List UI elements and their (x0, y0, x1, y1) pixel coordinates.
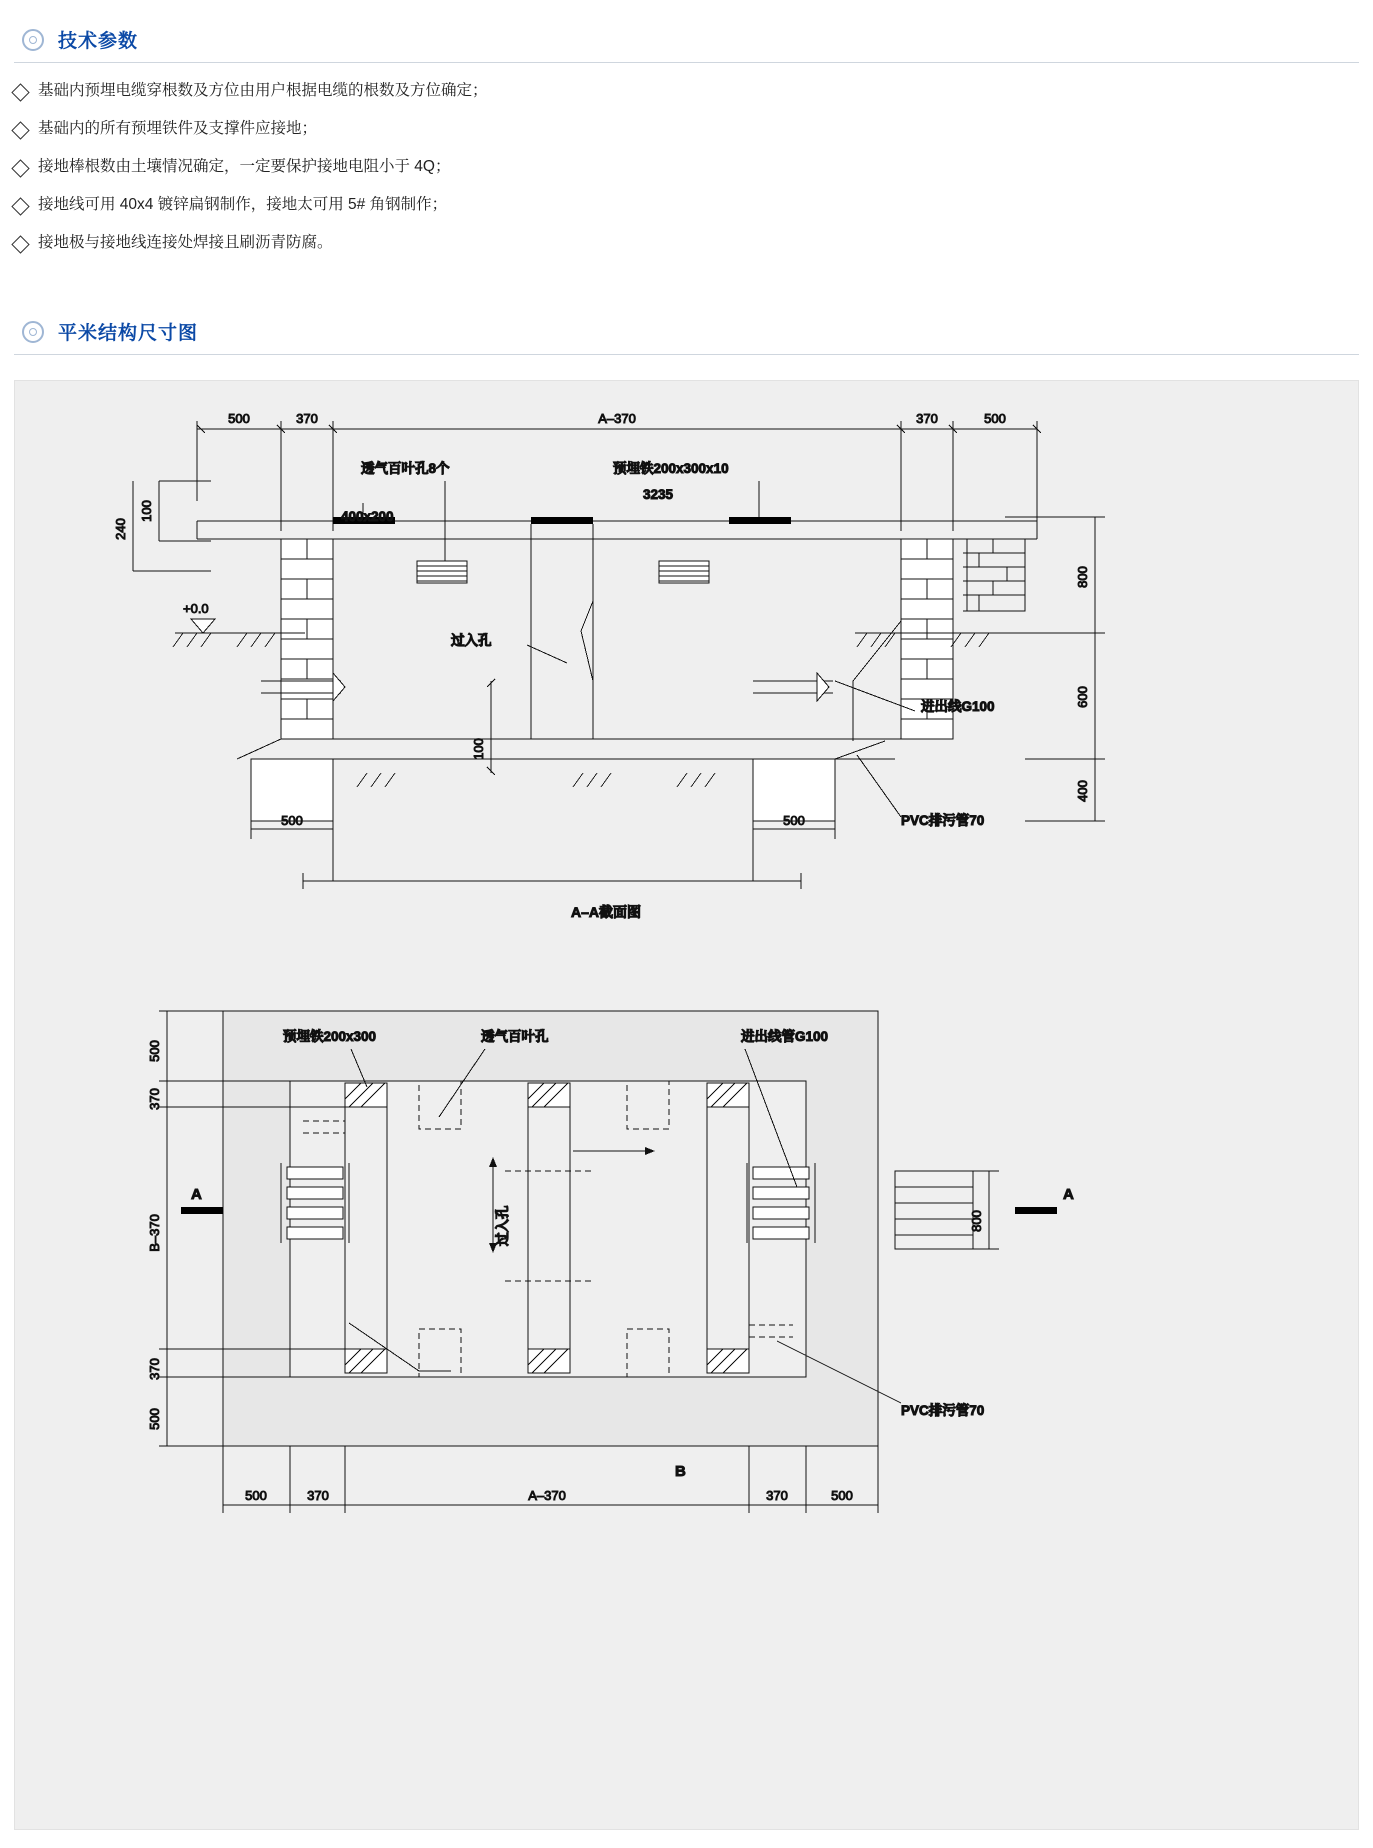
ground-level-label: +0.0 (183, 601, 209, 616)
label-cable-pipe: 进出线管G100 (741, 1029, 829, 1044)
section-divider (14, 354, 1359, 355)
section-mark-right (1015, 1207, 1057, 1214)
dim-label: 370 (147, 1088, 162, 1110)
section-heading-tech-params (14, 26, 138, 53)
list-item (14, 232, 1114, 254)
louver-symbol (417, 561, 709, 583)
label-embedded-iron: 预埋铁200x300x10 (613, 461, 729, 476)
list-item (14, 156, 1114, 178)
dim-label: 800 (969, 1210, 984, 1232)
ring-marker-icon (22, 29, 44, 51)
dim-label: 370 (307, 1488, 329, 1503)
label-embedded-iron: 预埋铁200x300 (283, 1029, 377, 1044)
dim-label: 370 (916, 411, 938, 426)
embedded-plate (729, 517, 791, 524)
diamond-bullet-icon (11, 159, 29, 177)
section-heading-dimension-drawing (14, 318, 198, 345)
diamond-bullet-icon (11, 197, 29, 215)
drawing-panel (14, 380, 1359, 1830)
dim-label: 500 (147, 1408, 162, 1430)
dim-label: 240 (113, 518, 128, 540)
section-title: 平米结构尺寸图 (58, 323, 199, 344)
label-drain-pipe: PVC排污管70 (901, 1403, 985, 1418)
brick-hatch (963, 539, 1025, 611)
ring-marker-icon (22, 321, 44, 343)
dim-label: 500 (147, 1040, 162, 1062)
dim-label: 500 (245, 1488, 267, 1503)
section-mark-left (181, 1207, 223, 1214)
section-letter: A (191, 1186, 202, 1203)
section-letter: A (1063, 1186, 1074, 1203)
label-manhole: 过入孔 (495, 1205, 510, 1246)
section-letter-b: B (675, 1463, 686, 1480)
dim-label: 400 (1075, 780, 1090, 802)
label-louver: 透气百叶孔8个 (361, 461, 450, 476)
list-item-label: 接地线可用 40x4 镀锌扁钢制作，接地太可用 5# 角钢制作； (38, 196, 448, 213)
label-drain-pipe: PVC排污管70 (901, 813, 985, 828)
dim-label: 370 (766, 1488, 788, 1503)
dim-label: 500 (281, 813, 303, 828)
diamond-bullet-icon (11, 83, 29, 101)
list-item-label: 基础内预埋电缆穿根数及方位由用户根据电缆的根数及方位确定； (38, 82, 488, 99)
diamond-bullet-icon (11, 121, 29, 139)
dim-label: 500 (831, 1488, 853, 1503)
list-item (14, 118, 1114, 140)
label-louver: 透气百叶孔 (481, 1029, 549, 1044)
list-item (14, 194, 1114, 216)
dim-label: 800 (1075, 566, 1090, 588)
label-cable-pipe: 进出线G100 (921, 699, 995, 714)
dim-label: 370 (147, 1358, 162, 1380)
dim-label: A–370 (598, 411, 636, 426)
list-item-label: 接地棒根数由土壤情况确定，一定要保护接地电阻小于 4Q； (38, 158, 451, 175)
dim-label: 100 (471, 738, 486, 760)
list-item-label: 接地极与接地线连接处焊接且刷沥青防腐。 (38, 234, 333, 251)
dim-label: 370 (296, 411, 318, 426)
dim-label: B–370 (147, 1214, 162, 1252)
tech-params-list (14, 80, 1114, 270)
dim-label: 500 (783, 813, 805, 828)
label-opening: 400x200 (341, 509, 394, 524)
section-caption: A–A截面图 (571, 904, 642, 920)
diamond-bullet-icon (11, 235, 29, 253)
dim-label: 600 (1075, 686, 1090, 708)
list-item (14, 80, 1114, 102)
section-title: 技术参数 (58, 31, 139, 52)
embedded-plate (531, 517, 593, 524)
engineering-drawing (15, 381, 1360, 1831)
dim-label: A–370 (528, 1488, 566, 1503)
section-divider (14, 62, 1359, 63)
list-item-label: 基础内的所有预埋铁件及支撑件应接地； (38, 120, 318, 137)
dim-label: 500 (228, 411, 250, 426)
label-manhole: 过入孔 (451, 633, 492, 648)
label-plate-count: 3235 (643, 487, 674, 502)
pipe-fitting (261, 673, 833, 701)
dim-label: 100 (139, 500, 154, 522)
dim-label: 500 (984, 411, 1006, 426)
